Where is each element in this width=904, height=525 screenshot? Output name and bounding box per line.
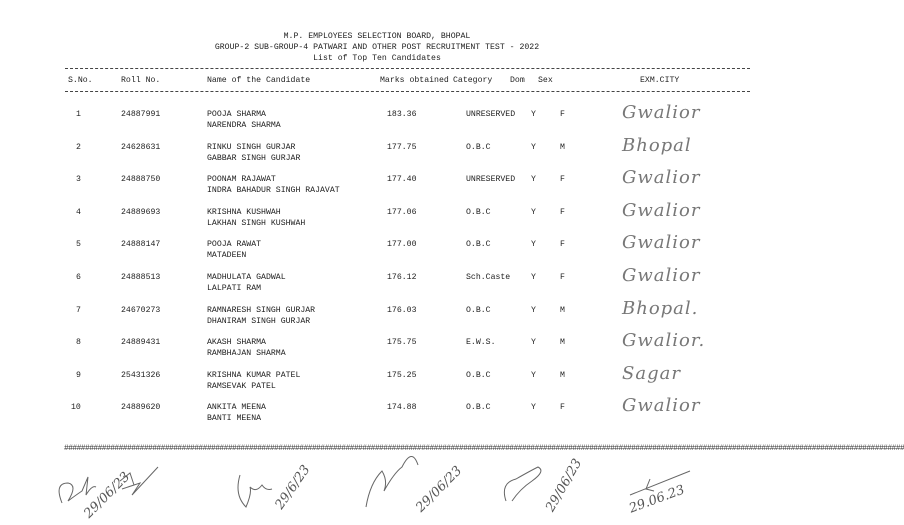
signature-date: 29/06/23 xyxy=(413,463,466,516)
roll-number: 24628631 xyxy=(121,142,161,152)
roll-number: 24887991 xyxy=(121,110,161,119)
father-name: LAKHAN SINGH KUSHWAH xyxy=(207,218,306,228)
roll-number: 24888513 xyxy=(121,273,161,282)
col-name: Name of the Candidate xyxy=(207,76,311,85)
father-name: NARENDRA SHARMA xyxy=(207,121,281,130)
col-city: EXM.CITY xyxy=(640,76,680,85)
roll-number: 24889620 xyxy=(121,403,161,413)
candidate-name: ANKITA MEENA xyxy=(207,403,266,413)
table-row xyxy=(0,395,754,433)
candidate-name: KRISHNA KUSHWAH xyxy=(207,207,281,217)
domicile: Y xyxy=(531,338,536,348)
exam-title: GROUP-2 SUB-GROUP-4 PATWARI AND OTHER POST RECRUITMENT TEST - 2022 xyxy=(214,43,540,52)
divider xyxy=(65,91,750,92)
domicile: Y xyxy=(531,175,536,185)
col-roll: Roll No. xyxy=(121,76,161,85)
serial-number: 2 xyxy=(76,142,81,152)
roll-number: 24889693 xyxy=(121,207,161,217)
domicile: Y xyxy=(531,207,536,217)
sex: M xyxy=(560,305,565,315)
marks: 176.12 xyxy=(387,273,417,282)
father-name: LALPATI RAM xyxy=(207,284,262,293)
father-name: INDRA BAHADUR SINGH RAJAVAT xyxy=(207,186,340,196)
serial-number: 8 xyxy=(76,338,81,348)
father-name: BANTI MEENA xyxy=(207,414,262,424)
serial-number: 1 xyxy=(76,110,81,119)
marks: 175.75 xyxy=(387,338,417,348)
roll-number: 24888147 xyxy=(121,240,161,250)
domicile: Y xyxy=(531,370,536,380)
candidate-name: MADHULATA GADWAL xyxy=(207,273,286,282)
father-name: MATADEEN xyxy=(207,251,247,261)
category: O.B.C xyxy=(466,370,491,380)
category: UNRESERVED xyxy=(466,110,516,119)
signature-date: 29.06.23 xyxy=(627,482,687,517)
serial-number: 3 xyxy=(76,175,81,185)
domicile: Y xyxy=(531,273,536,282)
serial-number: 10 xyxy=(71,403,81,413)
marks: 177.75 xyxy=(387,142,417,152)
exam-city-handwritten: Sagar xyxy=(622,362,681,384)
exam-city-handwritten: Bhopal xyxy=(622,134,692,156)
col-sex: Sex xyxy=(538,76,553,85)
marks: 176.03 xyxy=(387,305,417,315)
marks: 177.06 xyxy=(387,207,417,217)
hash-divider: ######################################################################################################################################################################################################## xyxy=(64,444,904,453)
col-marks: Marks obtained xyxy=(380,76,449,85)
category: O.B.C xyxy=(466,403,491,413)
domicile: Y xyxy=(531,403,536,413)
serial-number: 7 xyxy=(76,305,81,315)
domicile: Y xyxy=(531,110,536,119)
sex: F xyxy=(560,207,565,217)
marks: 183.36 xyxy=(387,110,417,119)
signature-date: 29/06/23 xyxy=(81,469,134,522)
roll-number: 25431326 xyxy=(121,370,161,380)
exam-city-handwritten: Bhopal. xyxy=(622,297,699,319)
category: Sch.Caste xyxy=(466,273,511,282)
candidate-name: POONAM RAJAWAT xyxy=(207,175,276,185)
category: O.B.C xyxy=(466,305,491,315)
marks: 177.40 xyxy=(387,175,417,185)
col-sno: S.No. xyxy=(68,76,93,85)
roll-number: 24888750 xyxy=(121,175,161,185)
serial-number: 9 xyxy=(76,370,81,380)
father-name: GABBAR SINGH GURJAR xyxy=(207,153,301,163)
sex: F xyxy=(560,175,565,185)
candidate-name: POOJA RAWAT xyxy=(207,240,262,250)
signature-date: 29/06/23 xyxy=(543,456,586,515)
sex: F xyxy=(560,110,565,119)
exam-city-handwritten: Gwalior. xyxy=(622,330,706,352)
serial-number: 6 xyxy=(76,273,81,282)
marks: 175.25 xyxy=(387,370,417,380)
serial-number: 4 xyxy=(76,207,81,217)
exam-city-handwritten: Gwalior xyxy=(622,265,701,286)
sex: F xyxy=(560,273,565,282)
marks: 174.88 xyxy=(387,403,417,413)
col-dom: Dom xyxy=(510,76,525,85)
candidate-name: POOJA SHARMA xyxy=(207,110,266,119)
col-category: Category xyxy=(453,76,493,85)
exam-city-handwritten: Gwalior xyxy=(622,395,701,417)
sex: F xyxy=(560,403,565,413)
domicile: Y xyxy=(531,240,536,250)
list-title: List of Top Ten Candidates xyxy=(313,54,441,63)
category: O.B.C xyxy=(466,240,491,250)
exam-city-handwritten: Gwalior xyxy=(622,199,701,221)
exam-city-handwritten: Gwalior xyxy=(622,232,701,254)
sex: M xyxy=(560,370,565,380)
serial-number: 5 xyxy=(76,240,81,250)
sex: M xyxy=(560,338,565,348)
candidate-name: RINKU SINGH GURJAR xyxy=(207,142,296,152)
category: O.B.C xyxy=(466,142,491,152)
father-name: DHANIRAM SINGH GURJAR xyxy=(207,316,311,326)
sex: F xyxy=(560,240,565,250)
domicile: Y xyxy=(531,142,536,152)
signature-date: 29/6/23 xyxy=(272,462,314,513)
exam-city-handwritten: Gwalior xyxy=(622,167,701,189)
candidate-name: AKASH SHARMA xyxy=(207,338,266,348)
marks: 177.00 xyxy=(387,240,417,250)
roll-number: 24889431 xyxy=(121,338,161,348)
roll-number: 24670273 xyxy=(121,305,161,315)
father-name: RAMSEVAK PATEL xyxy=(207,381,276,391)
domicile: Y xyxy=(531,305,536,315)
category: UNRESERVED xyxy=(466,175,516,185)
father-name: RAMBHAJAN SHARMA xyxy=(207,349,286,359)
sex: M xyxy=(560,142,565,152)
category: E.W.S. xyxy=(466,338,496,348)
candidate-name: KRISHNA KUMAR PATEL xyxy=(207,370,301,380)
candidate-name: RAMNARESH SINGH GURJAR xyxy=(207,305,316,315)
board-title: M.P. EMPLOYEES SELECTION BOARD, BHOPAL xyxy=(283,32,471,41)
exam-city-handwritten: Gwalior xyxy=(622,102,701,123)
category: O.B.C xyxy=(466,207,491,217)
divider xyxy=(65,68,750,69)
